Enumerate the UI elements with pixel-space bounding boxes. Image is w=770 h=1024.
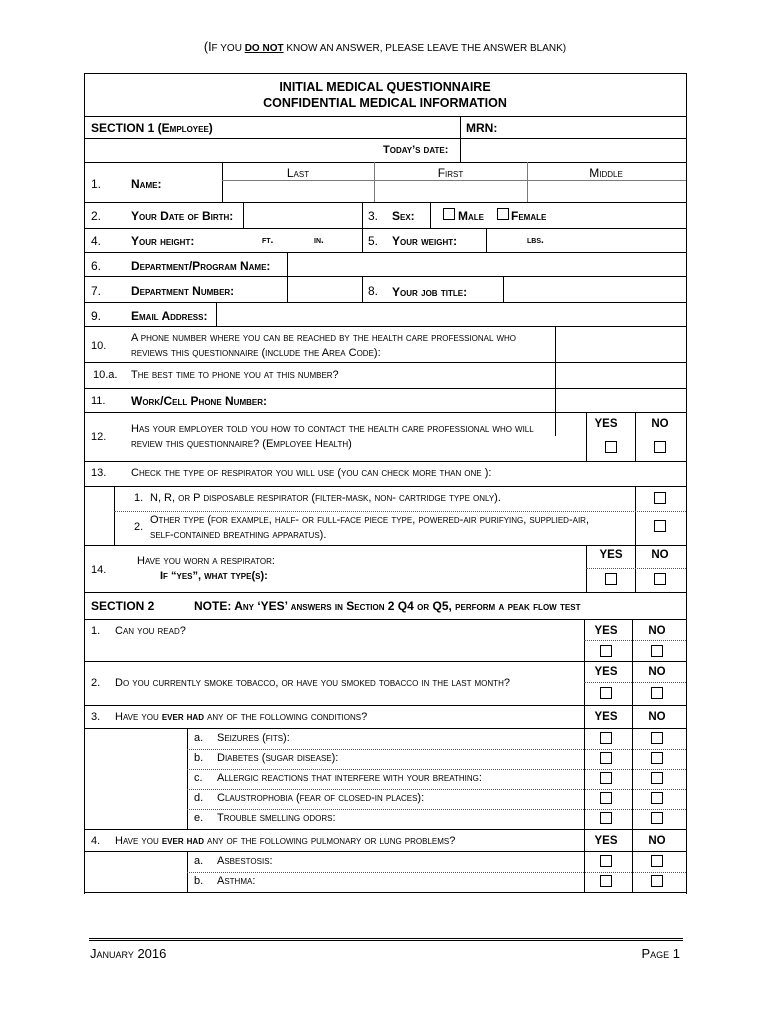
name-col-last: Last <box>286 166 310 180</box>
q10a-label: The best time to phone you at this number? <box>131 369 339 381</box>
q5-number: 5. <box>368 234 379 248</box>
q11-label: Work/Cell Phone Number: <box>131 394 267 408</box>
q14-yes-header: YES <box>599 549 623 561</box>
q14-no-header: NO <box>651 549 669 561</box>
s2-q4-no-header: NO <box>648 835 666 847</box>
s2-q1-label: Can you read? <box>115 625 186 637</box>
s2-q2-number: 2. <box>91 677 101 689</box>
s2-q2-label: Do you currently smoke tobacco, or have you smoked tobacco in the last month? <box>115 677 510 689</box>
s2-q3-no-checkbox[interactable] <box>651 792 663 804</box>
s2-q3-item-letter: d. <box>194 792 204 804</box>
q13-opt2-number: 2. <box>134 521 144 533</box>
q1-number: 1. <box>91 177 102 191</box>
q2-label: Your Date of Birth: <box>131 209 234 223</box>
q12-yes-checkbox[interactable] <box>605 441 617 453</box>
male-checkbox[interactable] <box>443 208 455 220</box>
department-number-field[interactable] <box>288 277 361 301</box>
best-time-field[interactable] <box>556 363 685 387</box>
female-checkbox[interactable] <box>497 208 509 220</box>
q13-opt2-line2: self-contained breathing apparatus). <box>150 529 327 541</box>
q10-line1: A phone number where you can be reached by the health care professional who <box>131 332 517 344</box>
height-field[interactable] <box>200 229 360 251</box>
q12-number: 12. <box>91 431 107 443</box>
s2-q4-yes-checkbox[interactable] <box>600 855 612 867</box>
s2-q4-no-checkbox[interactable] <box>651 855 663 867</box>
s2-q3-item-letter: e. <box>194 812 204 824</box>
dob-field[interactable] <box>244 203 361 227</box>
name-col-first: First <box>437 166 464 180</box>
q14-number: 14. <box>91 564 107 576</box>
q3-number: 3. <box>368 209 379 223</box>
todays-date-field[interactable] <box>461 139 685 161</box>
todays-date-label: Today’s date: <box>383 144 449 156</box>
s2-q4-label: Have you ever had any of the following pulmonary or lung problems? <box>115 835 456 847</box>
s2-q3-item-letter: a. <box>194 732 204 744</box>
s2-q1-yes-checkbox[interactable] <box>600 645 612 657</box>
q1-label: Name: <box>131 177 162 191</box>
q12-line2: review this questionnaire? (Employee Health) <box>131 438 352 450</box>
male-label: Male <box>458 209 484 223</box>
s2-q2-no-checkbox[interactable] <box>651 687 663 699</box>
s2-q4-yes-header: YES <box>594 835 618 847</box>
s2-q4-no-checkbox[interactable] <box>651 875 663 887</box>
q2-number: 2. <box>91 209 102 223</box>
q10-line2: reviews this questionnaire (include the Area Code): <box>131 347 381 359</box>
s2-q3-no-checkbox[interactable] <box>651 772 663 784</box>
footer-page-number: Page 1 <box>641 946 680 961</box>
s2-q3-item-text: Allergic reactions that interfere with your breathing: <box>217 772 482 784</box>
s2-q3-yes-checkbox[interactable] <box>600 752 612 764</box>
s2-q3-label: Have you ever had any of the following conditions? <box>115 711 368 723</box>
s2-q3-yes-header: YES <box>594 711 618 723</box>
q13-opt1-number: 1. <box>134 492 144 504</box>
s2-q3-item-text: Trouble smelling odors: <box>217 812 336 824</box>
s2-q1-yes-header: YES <box>594 625 618 637</box>
q13-label: Check the type of respirator you will use (you can check more than one ): <box>131 467 492 479</box>
q10a-number: 10.a. <box>93 369 118 381</box>
q7-label: Department Number: <box>131 284 235 298</box>
footer-date: January 2016 <box>90 946 167 961</box>
q12-yes-header: YES <box>594 418 618 430</box>
q8-label: Your job title: <box>392 285 468 299</box>
q14-line2: If “yes”, what type(s): <box>160 570 268 582</box>
q9-label: Email Address: <box>131 309 208 323</box>
s2-q3-yes-checkbox[interactable] <box>600 732 612 744</box>
s2-q2-yes-checkbox[interactable] <box>600 687 612 699</box>
q14-yes-checkbox[interactable] <box>605 573 617 585</box>
s2-q4-number: 4. <box>91 835 101 847</box>
s2-q3-yes-checkbox[interactable] <box>600 792 612 804</box>
q9-number: 9. <box>91 309 102 323</box>
section2-note: NOTE: Any ‘YES’ answers in Section 2 Q4 or Q5, perform a peak flow test <box>194 599 581 613</box>
middle-name-field[interactable] <box>528 181 685 201</box>
first-name-field[interactable] <box>375 181 526 201</box>
q8-number: 8. <box>368 284 379 298</box>
s2-q3-no-header: NO <box>648 711 666 723</box>
s2-q1-no-checkbox[interactable] <box>651 645 663 657</box>
height-ft-unit: ft. <box>262 235 274 246</box>
s2-q3-yes-checkbox[interactable] <box>600 812 612 824</box>
s2-q1-number: 1. <box>91 625 101 637</box>
job-title-field[interactable] <box>504 277 685 301</box>
q12-line1: Has your employer told you how to contact the health care professional who will <box>131 423 534 435</box>
section1-label: SECTION 1 (Employee) <box>91 121 213 135</box>
weight-field[interactable] <box>487 229 607 251</box>
q13-opt2-line1: Other type (for example, half- or full-face piece type, powered-air purifying, supplied-air, <box>150 514 590 526</box>
s2-q3-item-text: Seizures (fits): <box>217 732 290 744</box>
q13-opt1-checkbox[interactable] <box>654 492 666 504</box>
q3-label: Sex: <box>392 209 415 223</box>
s2-q3-no-checkbox[interactable] <box>651 752 663 764</box>
work-phone-field[interactable] <box>556 389 685 411</box>
section2-label: SECTION 2 <box>91 599 155 613</box>
last-name-field[interactable] <box>223 181 373 201</box>
q6-label: Department/Program Name: <box>131 259 271 273</box>
q10-number: 10. <box>91 340 107 352</box>
s2-q4-yes-checkbox[interactable] <box>600 875 612 887</box>
s2-q3-number: 3. <box>91 711 101 723</box>
s2-q3-no-checkbox[interactable] <box>651 812 663 824</box>
name-col-middle: Middle <box>589 166 623 180</box>
department-name-field[interactable] <box>288 253 685 275</box>
email-field[interactable] <box>217 303 685 325</box>
s2-q1-no-header: NO <box>648 625 666 637</box>
q13-opt2-checkbox[interactable] <box>654 520 666 532</box>
s2-q4-item-text: Asthma: <box>217 875 256 887</box>
s2-q3-item-text: Diabetes (sugar disease): <box>217 752 339 764</box>
q4-number: 4. <box>91 234 102 248</box>
s2-q2-no-header: NO <box>648 666 666 678</box>
q12-no-header: NO <box>651 418 669 430</box>
height-in-unit: in. <box>314 235 324 246</box>
q5-label: Your weight: <box>392 234 458 248</box>
s2-q4-item-letter: b. <box>194 875 204 887</box>
phone-number-field[interactable] <box>556 327 685 361</box>
instruction-text: (IF YOU DO NOT KNOW AN ANSWER, PLEASE LEAVE THE ANSWER BLANK) <box>203 40 567 54</box>
q6-number: 6. <box>91 259 102 273</box>
q12-no-checkbox[interactable] <box>654 441 666 453</box>
instruction-emphasis: DO NOT <box>244 43 284 54</box>
s2-q2-yes-header: YES <box>594 666 618 678</box>
q13-number: 13. <box>91 467 107 479</box>
q11-number: 11. <box>91 395 106 407</box>
weight-lbs-unit: lbs. <box>527 235 544 246</box>
q14-line1: Have you worn a respirator: <box>137 555 275 567</box>
s2-q4-item-letter: a. <box>194 855 204 867</box>
s2-q3-item-letter: c. <box>194 772 203 784</box>
female-label: Female <box>511 209 547 223</box>
q7-number: 7. <box>91 284 102 298</box>
s2-q3-item-text: Claustrophobia (fear of closed-in places): <box>217 792 425 804</box>
s2-q3-item-letter: b. <box>194 752 204 764</box>
q14-no-checkbox[interactable] <box>654 573 666 585</box>
q4-label: Your height: <box>131 234 195 248</box>
form-subtitle: CONFIDENTIAL MEDICAL INFORMATION <box>263 96 507 110</box>
s2-q4-item-text: Asbestosis: <box>217 855 273 867</box>
q13-opt1-text: N, R, or P disposable respirator (filter-mask, non- cartridge type only). <box>150 492 501 504</box>
s2-q3-no-checkbox[interactable] <box>651 732 663 744</box>
mrn-label: MRN: <box>466 121 498 135</box>
s2-q3-yes-checkbox[interactable] <box>600 772 612 784</box>
form-title: INITIAL MEDICAL QUESTIONNAIRE <box>279 80 491 94</box>
